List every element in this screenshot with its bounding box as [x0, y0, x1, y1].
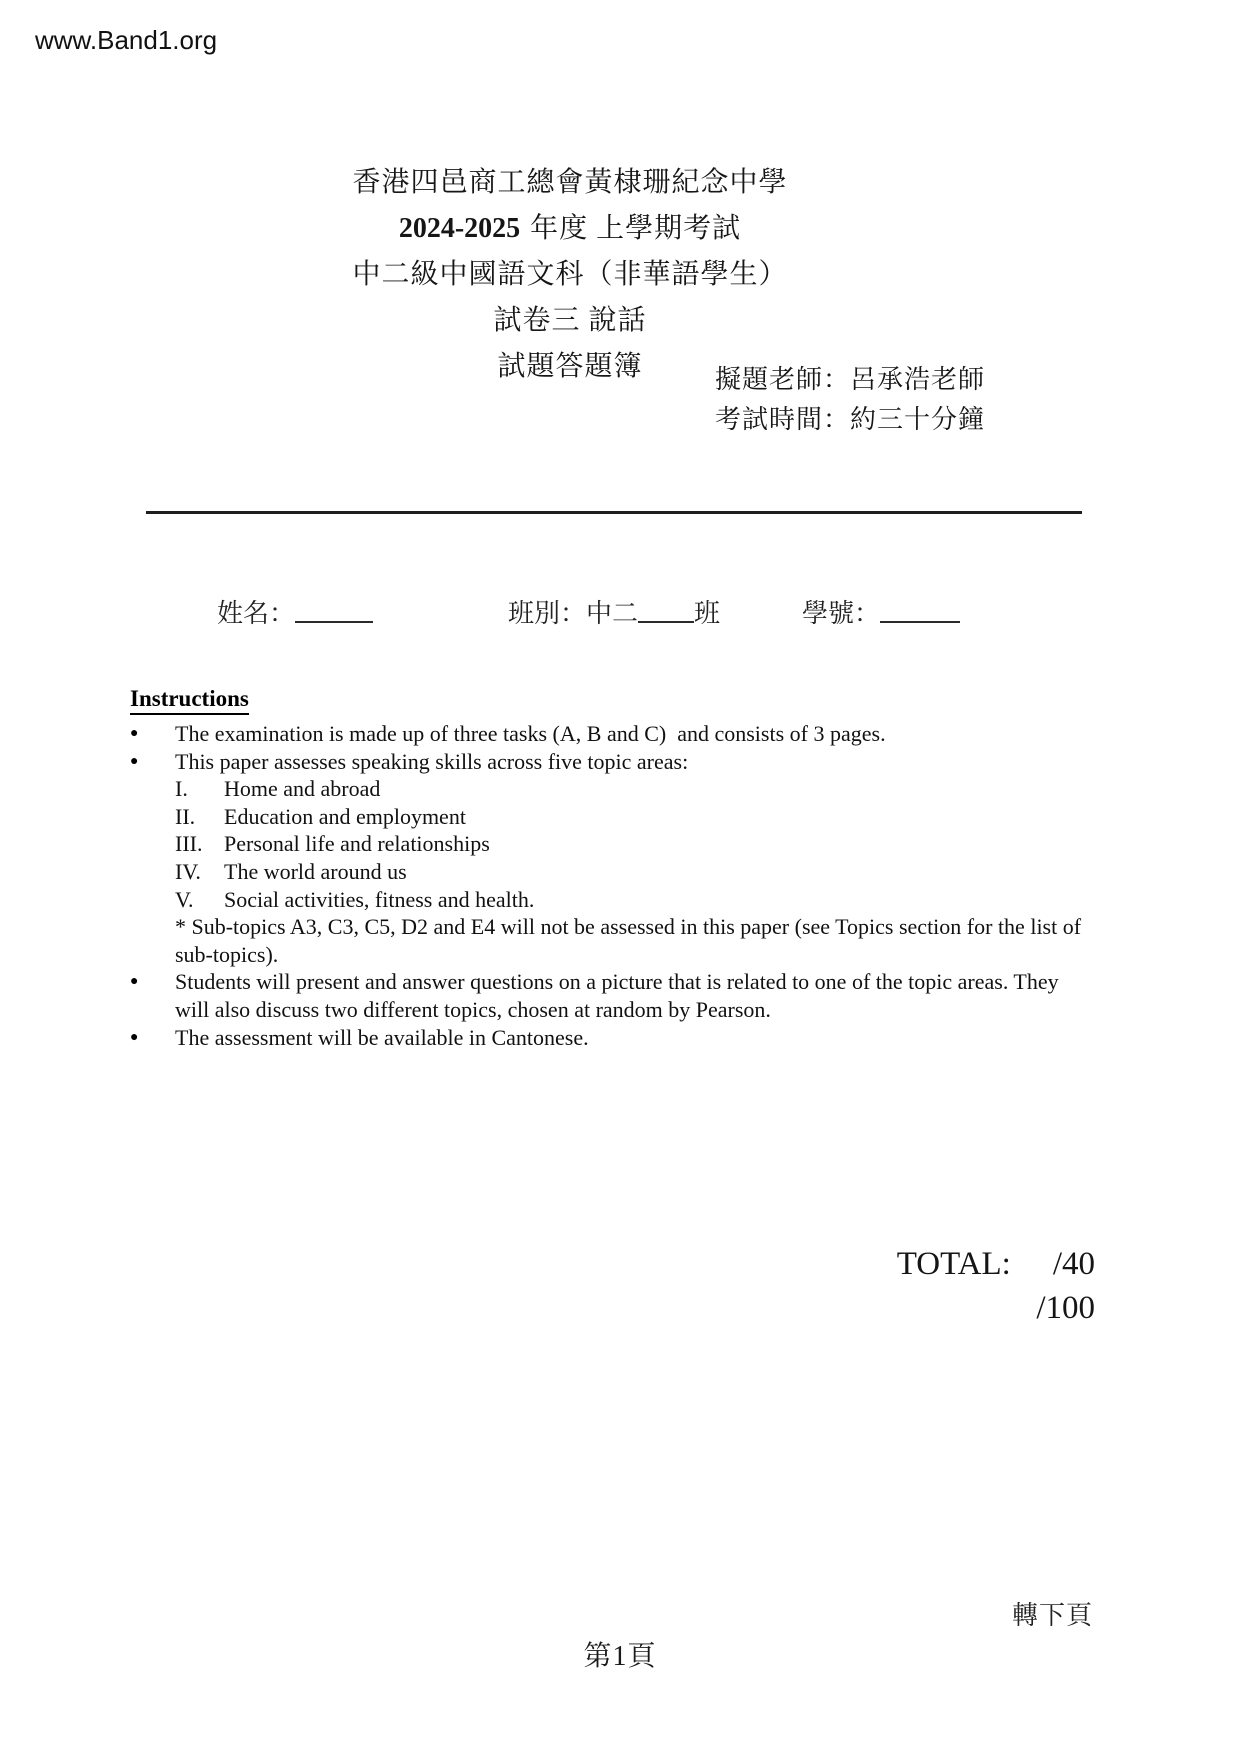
name-label: 姓名： [217, 599, 296, 628]
bullet-icon: ● [130, 1029, 139, 1045]
class-blank [638, 594, 694, 623]
list-item [130, 803, 1082, 831]
list-item [130, 886, 1082, 914]
roman-numeral: III. [175, 831, 203, 857]
class-label: 班別：中二 [508, 599, 639, 628]
name-blank [295, 594, 373, 623]
bullet-icon: ● [130, 974, 139, 990]
booklet-line: 試題答題簿 [497, 351, 643, 382]
exam-year-line [0, 206, 1140, 252]
student-fields-row [0, 593, 1240, 633]
bullet-icon: ● [130, 753, 139, 769]
list-item [130, 968, 1082, 1023]
total-label: TOTAL: [896, 1246, 1011, 1282]
paper-line: 試卷三 說話 [493, 305, 647, 336]
list-item [130, 748, 1082, 776]
instruction-text: This paper assesses speaking skills across five topic areas: [175, 748, 689, 774]
subject-line: 中二級中國語文科（非華語學生） [352, 259, 788, 290]
student-number-label: 學號： [802, 599, 881, 628]
list-item [130, 913, 1087, 968]
roman-numeral: V. [175, 886, 194, 912]
roman-numeral: IV. [175, 858, 201, 884]
instructions-heading: Instructions [130, 686, 249, 715]
exam-duration: 考試時間：約三十分鐘 [714, 405, 985, 434]
topic-area-text: Personal life and relationships [224, 831, 490, 857]
list-item [130, 858, 1082, 886]
school-name: 香港四邑商工總會黃棣珊紀念中學 [352, 167, 788, 198]
setter-teacher: 擬題老師：呂承浩老師 [714, 365, 985, 394]
bullet-icon: ● [130, 726, 139, 741]
roman-numeral: I. [175, 776, 188, 802]
page-number: 第1頁 [583, 1641, 657, 1672]
site-watermark: www.Band1.org [35, 25, 218, 55]
instruction-text: Students will present and answer questions on a picture that is related to one of the topic areas. They will also discuss two different topics, chosen at random by Pearson. [175, 969, 1065, 1022]
exam-term: 年度 上學期考試 [530, 213, 742, 244]
topic-area-text: Social activities, fitness and health. [224, 886, 535, 912]
turn-next-page-label: 轉下頁 [1011, 1601, 1093, 1630]
subtopics-note: * Sub-topics A3, C3, C5, D2 and E4 will not be assessed in this paper (see Topics section for the list of sub-topics). [175, 914, 1087, 967]
class-suffix: 班 [694, 599, 721, 628]
roman-numeral: II. [175, 803, 196, 829]
total-row-40 [897, 1242, 1095, 1286]
topic-area-text: Education and employment [224, 803, 466, 829]
total-score-block [897, 1242, 1095, 1330]
topic-area-text: The world around us [224, 858, 407, 884]
list-item [130, 830, 1082, 858]
exam-meta-block [715, 360, 985, 440]
score-out-of-100: /100 [1036, 1290, 1095, 1326]
list-item [130, 720, 1082, 748]
name-field [217, 593, 373, 630]
topic-area-text: Home and abroad [224, 776, 381, 802]
score-out-of-40: /40 [1052, 1246, 1095, 1282]
instruction-text: The assessment will be available in Cantonese. [175, 1024, 589, 1050]
student-number-field [802, 593, 960, 630]
exam-year: 2024-2025 [398, 213, 521, 244]
exam-title-block [0, 160, 1140, 390]
horizontal-divider [146, 511, 1082, 514]
total-row-100 [897, 1286, 1095, 1330]
list-item [130, 775, 1082, 803]
instructions-list [130, 720, 1087, 1051]
student-number-blank [880, 594, 960, 623]
list-item [130, 1024, 1082, 1052]
instruction-text: The examination is made up of three tasks (A, B and C) and consists of 3 pages. [175, 721, 886, 746]
class-field [508, 593, 720, 630]
